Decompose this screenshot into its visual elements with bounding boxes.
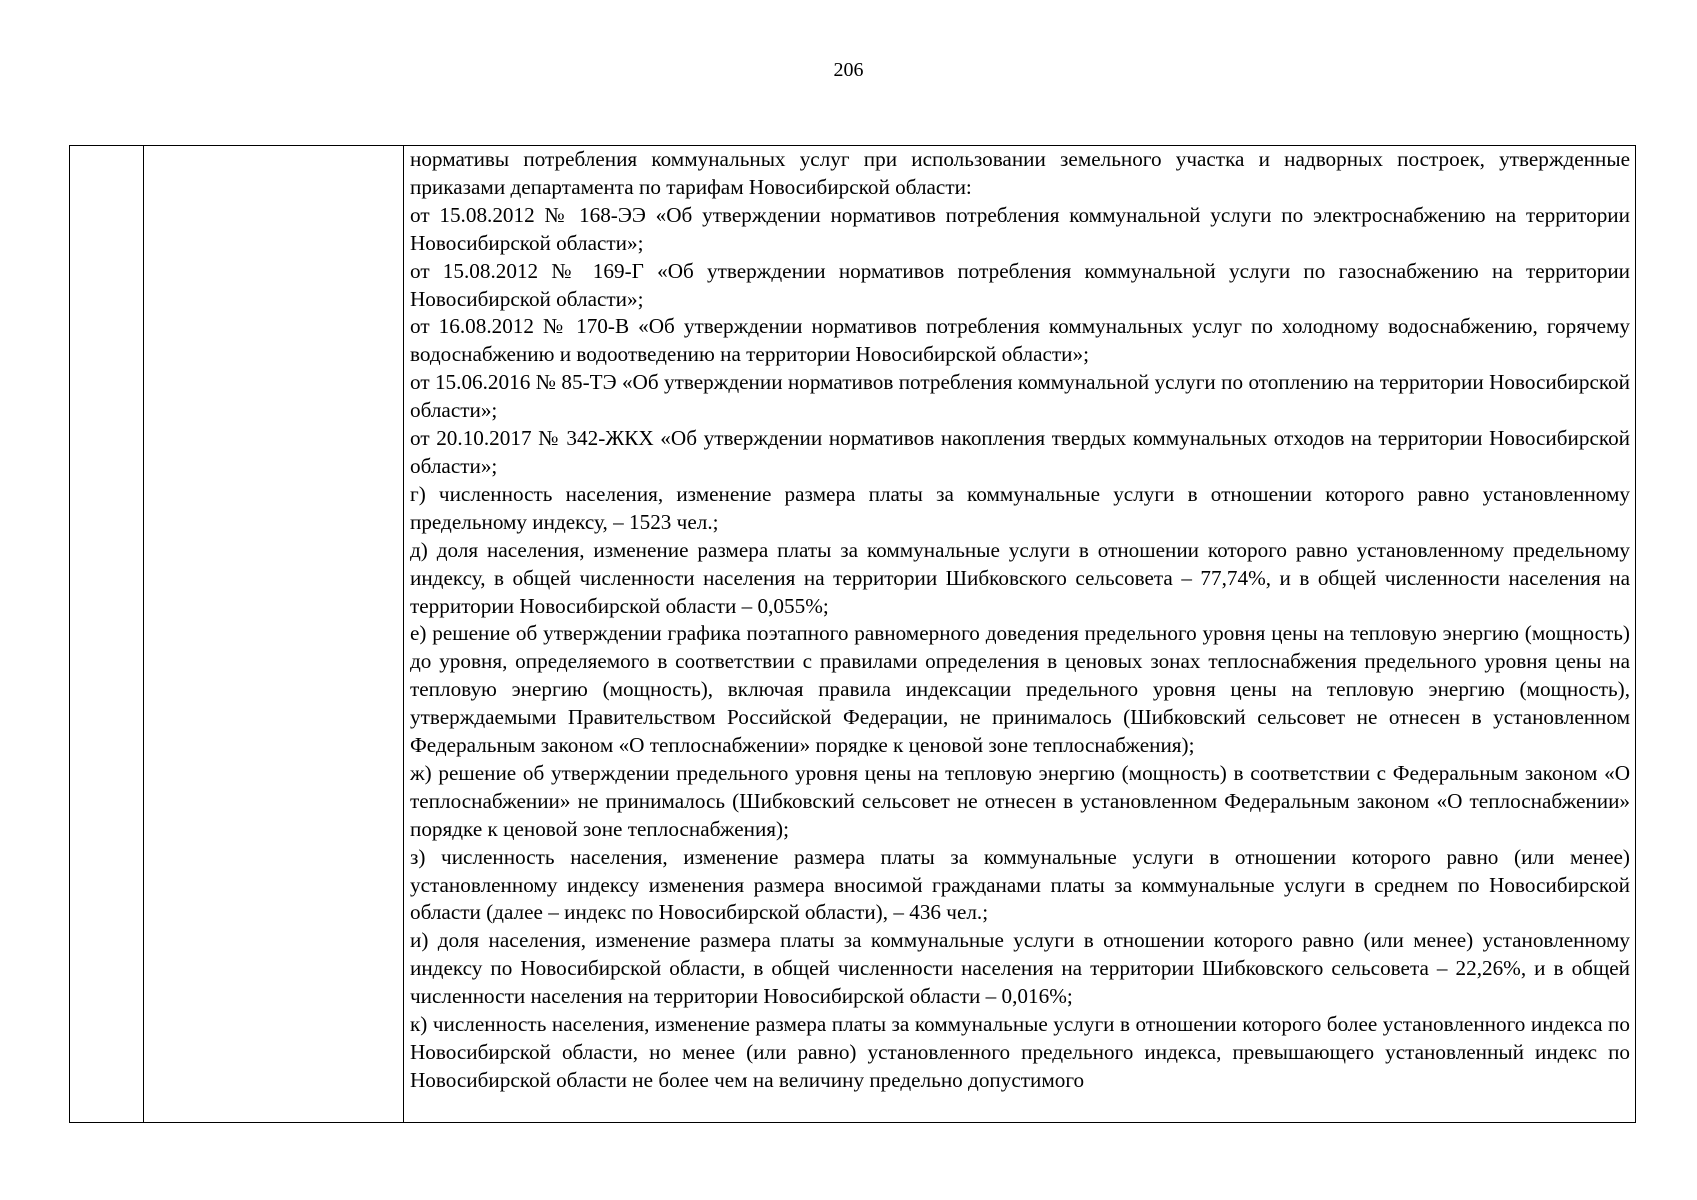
paragraph-item-zh: ж) решение об утверждении предельного уровня цены на тепловую энергию (мощность) в соответствии с Федеральным законом «О теплоснабжении» не принималось (Шибковский сельсовет не отнесен в установленном Федеральным законом «О теплоснабжении» порядке к ценовой зоне теплоснабжения);	[410, 760, 1630, 841]
paragraph-item-k: к) численность населения, изменение размера платы за коммунальные услуги в отношении которого более установленного индекса по Новосибирской области, но менее (или равно) установленного предельного индекса, превышающего установленный индекс по Новосибирской области не более чем на величину предельно допустимого	[410, 1012, 1630, 1092]
paragraph-order-85: от 15.06.2016 № 85-ТЭ «Об утверждении нормативов потребления коммунальной услуги по отоплению на территории Новосибирской области»;	[410, 370, 1630, 423]
table-column-name	[144, 146, 404, 1122]
paragraph-order-170: от 16.08.2012 № 170-В «Об утверждении нормативов потребления коммунальных услуг по холодному водоснабжению, горячему водоснабжению и водоотведению на территории Новосибирской области»;	[410, 314, 1630, 367]
paragraph-item-d: д) доля населения, изменение размера платы за коммунальные услуги в отношении которого равно установленному предельному индексу, в общей численности населения на территории Шибковского сельсовета – 77,74%, и в общей численности населения на территории Новосибирской области – 0,055%;	[410, 537, 1630, 618]
table-column-content	[404, 146, 1635, 1122]
page-number: 206	[833, 59, 864, 81]
paragraph-order-168: от 15.08.2012 № 168-ЭЭ «Об утверждении нормативов потребления коммунальной услуги по электроснабжению на территории Новосибирской области»;	[410, 202, 1630, 255]
paragraph-item-e: е) решение об утверждении графика поэтапного равномерного доведения предельного уровня цены на тепловую энергию (мощность) до уровня, определяемого в соответствии с правилами определения в ценовых зонах теплоснабжения предельного уровня цены на тепловую энергию (мощность), включая правила индексации предельного уровня цены на тепловую энергию (мощность), утверждаемыми Правительством Российской Федерации, не принималось (Шибковский сельсовет не отнесен в установленном Федеральным законом «О теплоснабжении» порядке к ценовой зоне теплоснабжения);	[410, 621, 1630, 758]
paragraph-item-z: з) численность населения, изменение размера платы за коммунальные услуги в отношении которого равно (или менее) установленному индексу изменения размера вносимой гражданами платы за коммунальные услуги в среднем по Новосибирской области (далее – индекс по Новосибирской области), – 436 чел.;	[410, 844, 1630, 925]
paragraph-order-342: от 20.10.2017 № 342-ЖКХ «Об утверждении нормативов накопления твердых коммунальных отходов на территории Новосибирской области»;	[410, 426, 1630, 478]
paragraph-norms-intro: нормативы потребления коммунальных услуг при использовании земельного участка и надворных построек, утвержденные приказами департамента по тарифам Новосибирской области:	[410, 147, 1630, 199]
table-column-number	[70, 146, 144, 1122]
paragraph-item-i: и) доля населения, изменение размера платы за коммунальные услуги в отношении которого равно (или менее) установленному индексу по Новосибирской области, в общей численности населения на территории Шибковского сельсовета – 22,26%, и в общей численности населения на территории Новосибирской области – 0,016%;	[410, 928, 1630, 1009]
document-table	[69, 145, 1636, 1123]
paragraph-order-169: от 15.08.2012 № 169-Г «Об утверждении нормативов потребления коммунальной услуги по газоснабжению на территории Новосибирской области»;	[410, 258, 1630, 311]
paragraph-item-g: г) численность населения, изменение размера платы за коммунальные услуги в отношении которого равно установленному предельному индексу, – 1523 чел.;	[410, 481, 1630, 534]
